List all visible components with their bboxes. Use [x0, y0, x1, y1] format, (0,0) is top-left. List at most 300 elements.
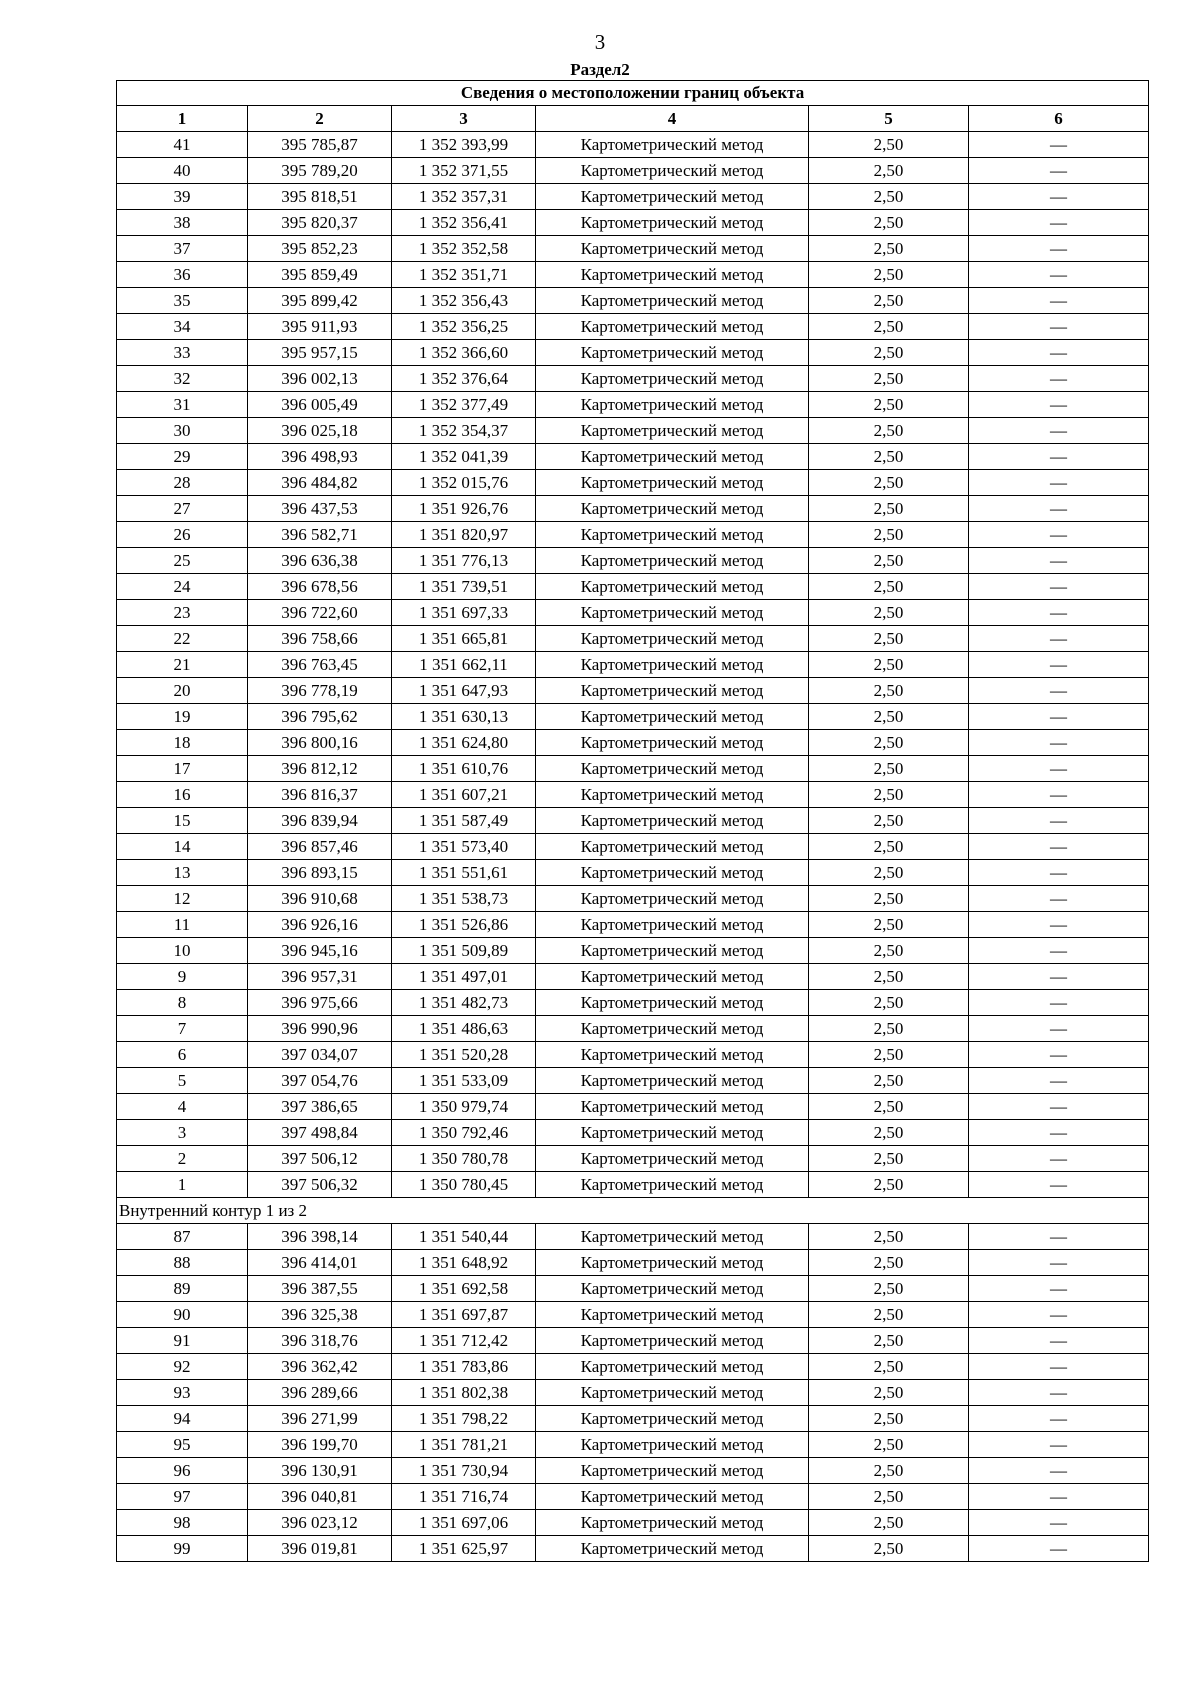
- determination-method-cell: Картометрический метод: [536, 938, 809, 964]
- boundary-coordinates-table: [116, 80, 1149, 1562]
- table-row: [117, 990, 1149, 1016]
- point-number-cell: 32: [117, 366, 248, 392]
- table-row: [117, 262, 1149, 288]
- table-row: [117, 574, 1149, 600]
- description-cell: —: [969, 1016, 1149, 1042]
- x-coordinate-cell: 396 289,66: [248, 1380, 392, 1406]
- x-coordinate-cell: 396 019,81: [248, 1536, 392, 1562]
- x-coordinate-cell: 396 636,38: [248, 548, 392, 574]
- point-number-cell: 29: [117, 444, 248, 470]
- point-number-cell: 8: [117, 990, 248, 1016]
- determination-method-cell: Картометрический метод: [536, 1016, 809, 1042]
- point-number-cell: 1: [117, 1172, 248, 1198]
- inner-contour-label: Внутренний контур 1 из 2: [117, 1198, 1149, 1224]
- table-row: [117, 652, 1149, 678]
- point-number-cell: 87: [117, 1224, 248, 1250]
- inner-contour-row: [117, 1198, 1149, 1224]
- table-row: [117, 1484, 1149, 1510]
- y-coordinate-cell: 1 350 792,46: [392, 1120, 536, 1146]
- point-number-cell: 34: [117, 314, 248, 340]
- x-coordinate-cell: 396 857,46: [248, 834, 392, 860]
- y-coordinate-cell: 1 351 520,28: [392, 1042, 536, 1068]
- accuracy-value-cell: 2,50: [809, 1224, 969, 1250]
- y-coordinate-cell: 1 352 352,58: [392, 236, 536, 262]
- accuracy-value-cell: 2,50: [809, 210, 969, 236]
- y-coordinate-cell: 1 351 607,21: [392, 782, 536, 808]
- accuracy-value-cell: 2,50: [809, 288, 969, 314]
- y-coordinate-cell: 1 352 354,37: [392, 418, 536, 444]
- accuracy-value-cell: 2,50: [809, 470, 969, 496]
- point-number-cell: 94: [117, 1406, 248, 1432]
- accuracy-value-cell: 2,50: [809, 912, 969, 938]
- description-cell: —: [969, 1302, 1149, 1328]
- x-coordinate-cell: 397 054,76: [248, 1068, 392, 1094]
- y-coordinate-cell: 1 350 979,74: [392, 1094, 536, 1120]
- y-coordinate-cell: 1 352 356,25: [392, 314, 536, 340]
- accuracy-value-cell: 2,50: [809, 704, 969, 730]
- point-number-cell: 5: [117, 1068, 248, 1094]
- table-row: [117, 730, 1149, 756]
- description-cell: —: [969, 340, 1149, 366]
- table-row: [117, 548, 1149, 574]
- table-row: [117, 158, 1149, 184]
- y-coordinate-cell: 1 351 509,89: [392, 938, 536, 964]
- accuracy-value-cell: 2,50: [809, 1536, 969, 1562]
- x-coordinate-cell: 396 839,94: [248, 808, 392, 834]
- y-coordinate-cell: 1 351 526,86: [392, 912, 536, 938]
- x-coordinate-cell: 396 002,13: [248, 366, 392, 392]
- description-cell: —: [969, 418, 1149, 444]
- page-number: 3: [594, 30, 606, 54]
- determination-method-cell: Картометрический метод: [536, 964, 809, 990]
- determination-method-cell: Картометрический метод: [536, 1068, 809, 1094]
- x-coordinate-cell: 396 990,96: [248, 1016, 392, 1042]
- y-coordinate-cell: 1 351 538,73: [392, 886, 536, 912]
- point-number-cell: 88: [117, 1250, 248, 1276]
- point-number-cell: 20: [117, 678, 248, 704]
- determination-method-cell: Картометрический метод: [536, 184, 809, 210]
- column-header: 1: [117, 106, 248, 132]
- determination-method-cell: Картометрический метод: [536, 522, 809, 548]
- determination-method-cell: Картометрический метод: [536, 1120, 809, 1146]
- table-row: [117, 132, 1149, 158]
- description-cell: —: [969, 808, 1149, 834]
- accuracy-value-cell: 2,50: [809, 808, 969, 834]
- point-number-cell: 14: [117, 834, 248, 860]
- determination-method-cell: Картометрический метод: [536, 1276, 809, 1302]
- table-row: [117, 1224, 1149, 1250]
- point-number-cell: 89: [117, 1276, 248, 1302]
- table-row: [117, 314, 1149, 340]
- accuracy-value-cell: 2,50: [809, 1510, 969, 1536]
- table-row: [117, 886, 1149, 912]
- point-number-cell: 37: [117, 236, 248, 262]
- determination-method-cell: Картометрический метод: [536, 418, 809, 444]
- y-coordinate-cell: 1 352 366,60: [392, 340, 536, 366]
- y-coordinate-cell: 1 352 041,39: [392, 444, 536, 470]
- table-row: [117, 1380, 1149, 1406]
- description-cell: —: [969, 860, 1149, 886]
- table-row: [117, 236, 1149, 262]
- description-cell: —: [969, 1536, 1149, 1562]
- point-number-cell: 97: [117, 1484, 248, 1510]
- y-coordinate-cell: 1 352 371,55: [392, 158, 536, 184]
- accuracy-value-cell: 2,50: [809, 1120, 969, 1146]
- point-number-cell: 91: [117, 1328, 248, 1354]
- point-number-cell: 92: [117, 1354, 248, 1380]
- description-cell: —: [969, 1172, 1149, 1198]
- x-coordinate-cell: 396 025,18: [248, 418, 392, 444]
- accuracy-value-cell: 2,50: [809, 600, 969, 626]
- point-number-cell: 17: [117, 756, 248, 782]
- determination-method-cell: Картометрический метод: [536, 314, 809, 340]
- description-cell: —: [969, 288, 1149, 314]
- column-header: 6: [969, 106, 1149, 132]
- point-number-cell: 95: [117, 1432, 248, 1458]
- table-body: [117, 132, 1149, 1562]
- determination-method-cell: Картометрический метод: [536, 496, 809, 522]
- point-number-cell: 24: [117, 574, 248, 600]
- description-cell: —: [969, 444, 1149, 470]
- determination-method-cell: Картометрический метод: [536, 1302, 809, 1328]
- point-number-cell: 27: [117, 496, 248, 522]
- column-header: 3: [392, 106, 536, 132]
- description-cell: —: [969, 1510, 1149, 1536]
- description-cell: —: [969, 132, 1149, 158]
- y-coordinate-cell: 1 351 625,97: [392, 1536, 536, 1562]
- x-coordinate-cell: 397 506,32: [248, 1172, 392, 1198]
- y-coordinate-cell: 1 350 780,45: [392, 1172, 536, 1198]
- accuracy-value-cell: 2,50: [809, 834, 969, 860]
- description-cell: —: [969, 938, 1149, 964]
- point-number-cell: 4: [117, 1094, 248, 1120]
- table-row: [117, 808, 1149, 834]
- x-coordinate-cell: 395 785,87: [248, 132, 392, 158]
- description-cell: —: [969, 1094, 1149, 1120]
- y-coordinate-cell: 1 351 533,09: [392, 1068, 536, 1094]
- x-coordinate-cell: 396 758,66: [248, 626, 392, 652]
- determination-method-cell: Картометрический метод: [536, 600, 809, 626]
- y-coordinate-cell: 1 351 630,13: [392, 704, 536, 730]
- description-cell: —: [969, 496, 1149, 522]
- accuracy-value-cell: 2,50: [809, 1276, 969, 1302]
- x-coordinate-cell: 396 763,45: [248, 652, 392, 678]
- accuracy-value-cell: 2,50: [809, 366, 969, 392]
- description-cell: —: [969, 574, 1149, 600]
- y-coordinate-cell: 1 351 624,80: [392, 730, 536, 756]
- x-coordinate-cell: 395 818,51: [248, 184, 392, 210]
- y-coordinate-cell: 1 351 540,44: [392, 1224, 536, 1250]
- accuracy-value-cell: 2,50: [809, 1042, 969, 1068]
- x-coordinate-cell: 396 893,15: [248, 860, 392, 886]
- determination-method-cell: Картометрический метод: [536, 886, 809, 912]
- determination-method-cell: Картометрический метод: [536, 470, 809, 496]
- y-coordinate-cell: 1 351 697,87: [392, 1302, 536, 1328]
- x-coordinate-cell: 395 789,20: [248, 158, 392, 184]
- x-coordinate-cell: 397 498,84: [248, 1120, 392, 1146]
- column-header: 2: [248, 106, 392, 132]
- y-coordinate-cell: 1 352 015,76: [392, 470, 536, 496]
- determination-method-cell: Картометрический метод: [536, 808, 809, 834]
- x-coordinate-cell: 396 800,16: [248, 730, 392, 756]
- accuracy-value-cell: 2,50: [809, 860, 969, 886]
- determination-method-cell: Картометрический метод: [536, 1146, 809, 1172]
- accuracy-value-cell: 2,50: [809, 158, 969, 184]
- x-coordinate-cell: 396 678,56: [248, 574, 392, 600]
- description-cell: —: [969, 1276, 1149, 1302]
- accuracy-value-cell: 2,50: [809, 340, 969, 366]
- point-number-cell: 23: [117, 600, 248, 626]
- table-row: [117, 1250, 1149, 1276]
- table-row: [117, 392, 1149, 418]
- table-row: [117, 1276, 1149, 1302]
- determination-method-cell: Картометрический метод: [536, 704, 809, 730]
- description-cell: —: [969, 548, 1149, 574]
- description-cell: —: [969, 210, 1149, 236]
- description-cell: —: [969, 756, 1149, 782]
- determination-method-cell: Картометрический метод: [536, 990, 809, 1016]
- y-coordinate-cell: 1 351 716,74: [392, 1484, 536, 1510]
- point-number-cell: 28: [117, 470, 248, 496]
- determination-method-cell: Картометрический метод: [536, 548, 809, 574]
- x-coordinate-cell: 396 795,62: [248, 704, 392, 730]
- table-row: [117, 1094, 1149, 1120]
- description-cell: —: [969, 314, 1149, 340]
- point-number-cell: 6: [117, 1042, 248, 1068]
- description-cell: —: [969, 158, 1149, 184]
- description-cell: —: [969, 782, 1149, 808]
- x-coordinate-cell: 395 852,23: [248, 236, 392, 262]
- point-number-cell: 12: [117, 886, 248, 912]
- y-coordinate-cell: 1 351 730,94: [392, 1458, 536, 1484]
- x-coordinate-cell: 396 945,16: [248, 938, 392, 964]
- table-row: [117, 678, 1149, 704]
- table-row: [117, 418, 1149, 444]
- y-coordinate-cell: 1 351 820,97: [392, 522, 536, 548]
- y-coordinate-cell: 1 351 926,76: [392, 496, 536, 522]
- accuracy-value-cell: 2,50: [809, 782, 969, 808]
- x-coordinate-cell: 395 957,15: [248, 340, 392, 366]
- y-coordinate-cell: 1 352 356,43: [392, 288, 536, 314]
- point-number-cell: 2: [117, 1146, 248, 1172]
- point-number-cell: 15: [117, 808, 248, 834]
- determination-method-cell: Картометрический метод: [536, 1484, 809, 1510]
- accuracy-value-cell: 2,50: [809, 1406, 969, 1432]
- y-coordinate-cell: 1 351 573,40: [392, 834, 536, 860]
- column-header: 5: [809, 106, 969, 132]
- y-coordinate-cell: 1 350 780,78: [392, 1146, 536, 1172]
- table-row: [117, 1302, 1149, 1328]
- description-cell: —: [969, 990, 1149, 1016]
- x-coordinate-cell: 396 957,31: [248, 964, 392, 990]
- accuracy-value-cell: 2,50: [809, 1432, 969, 1458]
- point-number-cell: 96: [117, 1458, 248, 1484]
- accuracy-value-cell: 2,50: [809, 574, 969, 600]
- point-number-cell: 39: [117, 184, 248, 210]
- x-coordinate-cell: 396 023,12: [248, 1510, 392, 1536]
- determination-method-cell: Картометрический метод: [536, 444, 809, 470]
- description-cell: —: [969, 834, 1149, 860]
- point-number-cell: 11: [117, 912, 248, 938]
- table-row: [117, 470, 1149, 496]
- x-coordinate-cell: 396 484,82: [248, 470, 392, 496]
- point-number-cell: 26: [117, 522, 248, 548]
- point-number-cell: 22: [117, 626, 248, 652]
- determination-method-cell: Картометрический метод: [536, 626, 809, 652]
- y-coordinate-cell: 1 351 497,01: [392, 964, 536, 990]
- point-number-cell: 36: [117, 262, 248, 288]
- accuracy-value-cell: 2,50: [809, 886, 969, 912]
- description-cell: —: [969, 470, 1149, 496]
- determination-method-cell: Картометрический метод: [536, 1380, 809, 1406]
- description-cell: —: [969, 1250, 1149, 1276]
- accuracy-value-cell: 2,50: [809, 1250, 969, 1276]
- accuracy-value-cell: 2,50: [809, 1094, 969, 1120]
- determination-method-cell: Картометрический метод: [536, 782, 809, 808]
- table-row: [117, 1016, 1149, 1042]
- description-cell: —: [969, 678, 1149, 704]
- description-cell: —: [969, 1432, 1149, 1458]
- y-coordinate-cell: 1 351 697,06: [392, 1510, 536, 1536]
- accuracy-value-cell: 2,50: [809, 626, 969, 652]
- determination-method-cell: Картометрический метод: [536, 132, 809, 158]
- y-coordinate-cell: 1 351 482,73: [392, 990, 536, 1016]
- accuracy-value-cell: 2,50: [809, 1068, 969, 1094]
- determination-method-cell: Картометрический метод: [536, 1328, 809, 1354]
- description-cell: —: [969, 704, 1149, 730]
- accuracy-value-cell: 2,50: [809, 314, 969, 340]
- determination-method-cell: Картометрический метод: [536, 158, 809, 184]
- y-coordinate-cell: 1 351 610,76: [392, 756, 536, 782]
- description-cell: —: [969, 1120, 1149, 1146]
- determination-method-cell: Картометрический метод: [536, 860, 809, 886]
- description-cell: —: [969, 1406, 1149, 1432]
- determination-method-cell: Картометрический метод: [536, 366, 809, 392]
- table-row: [117, 600, 1149, 626]
- description-cell: —: [969, 886, 1149, 912]
- x-coordinate-cell: 396 199,70: [248, 1432, 392, 1458]
- point-number-cell: 30: [117, 418, 248, 444]
- table-row: [117, 522, 1149, 548]
- point-number-cell: 99: [117, 1536, 248, 1562]
- determination-method-cell: Картометрический метод: [536, 730, 809, 756]
- accuracy-value-cell: 2,50: [809, 652, 969, 678]
- description-cell: —: [969, 964, 1149, 990]
- description-cell: —: [969, 1354, 1149, 1380]
- accuracy-value-cell: 2,50: [809, 1380, 969, 1406]
- y-coordinate-cell: 1 351 739,51: [392, 574, 536, 600]
- determination-method-cell: Картометрический метод: [536, 1224, 809, 1250]
- point-number-cell: 98: [117, 1510, 248, 1536]
- accuracy-value-cell: 2,50: [809, 522, 969, 548]
- table-row: [117, 1406, 1149, 1432]
- determination-method-cell: Картометрический метод: [536, 678, 809, 704]
- determination-method-cell: Картометрический метод: [536, 1042, 809, 1068]
- x-coordinate-cell: 396 816,37: [248, 782, 392, 808]
- determination-method-cell: Картометрический метод: [536, 340, 809, 366]
- accuracy-value-cell: 2,50: [809, 496, 969, 522]
- point-number-cell: 21: [117, 652, 248, 678]
- accuracy-value-cell: 2,50: [809, 1354, 969, 1380]
- table-row: [117, 366, 1149, 392]
- y-coordinate-cell: 1 352 356,41: [392, 210, 536, 236]
- table-row: [117, 444, 1149, 470]
- accuracy-value-cell: 2,50: [809, 964, 969, 990]
- description-cell: —: [969, 262, 1149, 288]
- y-coordinate-cell: 1 351 647,93: [392, 678, 536, 704]
- table-caption: Сведения о местоположении границ объекта: [117, 81, 1149, 106]
- table-row: [117, 704, 1149, 730]
- description-cell: —: [969, 522, 1149, 548]
- y-coordinate-cell: 1 351 798,22: [392, 1406, 536, 1432]
- accuracy-value-cell: 2,50: [809, 444, 969, 470]
- accuracy-value-cell: 2,50: [809, 938, 969, 964]
- description-cell: —: [969, 1042, 1149, 1068]
- description-cell: —: [969, 392, 1149, 418]
- x-coordinate-cell: 396 437,53: [248, 496, 392, 522]
- x-coordinate-cell: 397 034,07: [248, 1042, 392, 1068]
- x-coordinate-cell: 396 130,91: [248, 1458, 392, 1484]
- description-cell: —: [969, 626, 1149, 652]
- determination-method-cell: Картометрический метод: [536, 262, 809, 288]
- x-coordinate-cell: 396 910,68: [248, 886, 392, 912]
- accuracy-value-cell: 2,50: [809, 418, 969, 444]
- y-coordinate-cell: 1 352 393,99: [392, 132, 536, 158]
- table-row: [117, 912, 1149, 938]
- x-coordinate-cell: 396 271,99: [248, 1406, 392, 1432]
- x-coordinate-cell: 396 778,19: [248, 678, 392, 704]
- determination-method-cell: Картометрический метод: [536, 288, 809, 314]
- x-coordinate-cell: 396 414,01: [248, 1250, 392, 1276]
- table-row: [117, 210, 1149, 236]
- table-row: [117, 860, 1149, 886]
- y-coordinate-cell: 1 351 692,58: [392, 1276, 536, 1302]
- point-number-cell: 16: [117, 782, 248, 808]
- table-row: [117, 964, 1149, 990]
- accuracy-value-cell: 2,50: [809, 1302, 969, 1328]
- accuracy-value-cell: 2,50: [809, 132, 969, 158]
- x-coordinate-cell: 397 506,12: [248, 1146, 392, 1172]
- description-cell: —: [969, 652, 1149, 678]
- column-header: 4: [536, 106, 809, 132]
- determination-method-cell: Картометрический метод: [536, 1354, 809, 1380]
- table-row: [117, 1042, 1149, 1068]
- table-row: [117, 1458, 1149, 1484]
- x-coordinate-cell: 396 318,76: [248, 1328, 392, 1354]
- table-row: [117, 1120, 1149, 1146]
- y-coordinate-cell: 1 351 802,38: [392, 1380, 536, 1406]
- x-coordinate-cell: 396 398,14: [248, 1224, 392, 1250]
- y-coordinate-cell: 1 351 486,63: [392, 1016, 536, 1042]
- y-coordinate-cell: 1 351 776,13: [392, 548, 536, 574]
- y-coordinate-cell: 1 352 351,71: [392, 262, 536, 288]
- table-row: [117, 1146, 1149, 1172]
- table-row: [117, 1354, 1149, 1380]
- point-number-cell: 25: [117, 548, 248, 574]
- accuracy-value-cell: 2,50: [809, 548, 969, 574]
- accuracy-value-cell: 2,50: [809, 1484, 969, 1510]
- y-coordinate-cell: 1 352 376,64: [392, 366, 536, 392]
- point-number-cell: 38: [117, 210, 248, 236]
- determination-method-cell: Картометрический метод: [536, 756, 809, 782]
- accuracy-value-cell: 2,50: [809, 184, 969, 210]
- accuracy-value-cell: 2,50: [809, 990, 969, 1016]
- accuracy-value-cell: 2,50: [809, 262, 969, 288]
- table-row: [117, 782, 1149, 808]
- accuracy-value-cell: 2,50: [809, 392, 969, 418]
- determination-method-cell: Картометрический метод: [536, 834, 809, 860]
- description-cell: —: [969, 236, 1149, 262]
